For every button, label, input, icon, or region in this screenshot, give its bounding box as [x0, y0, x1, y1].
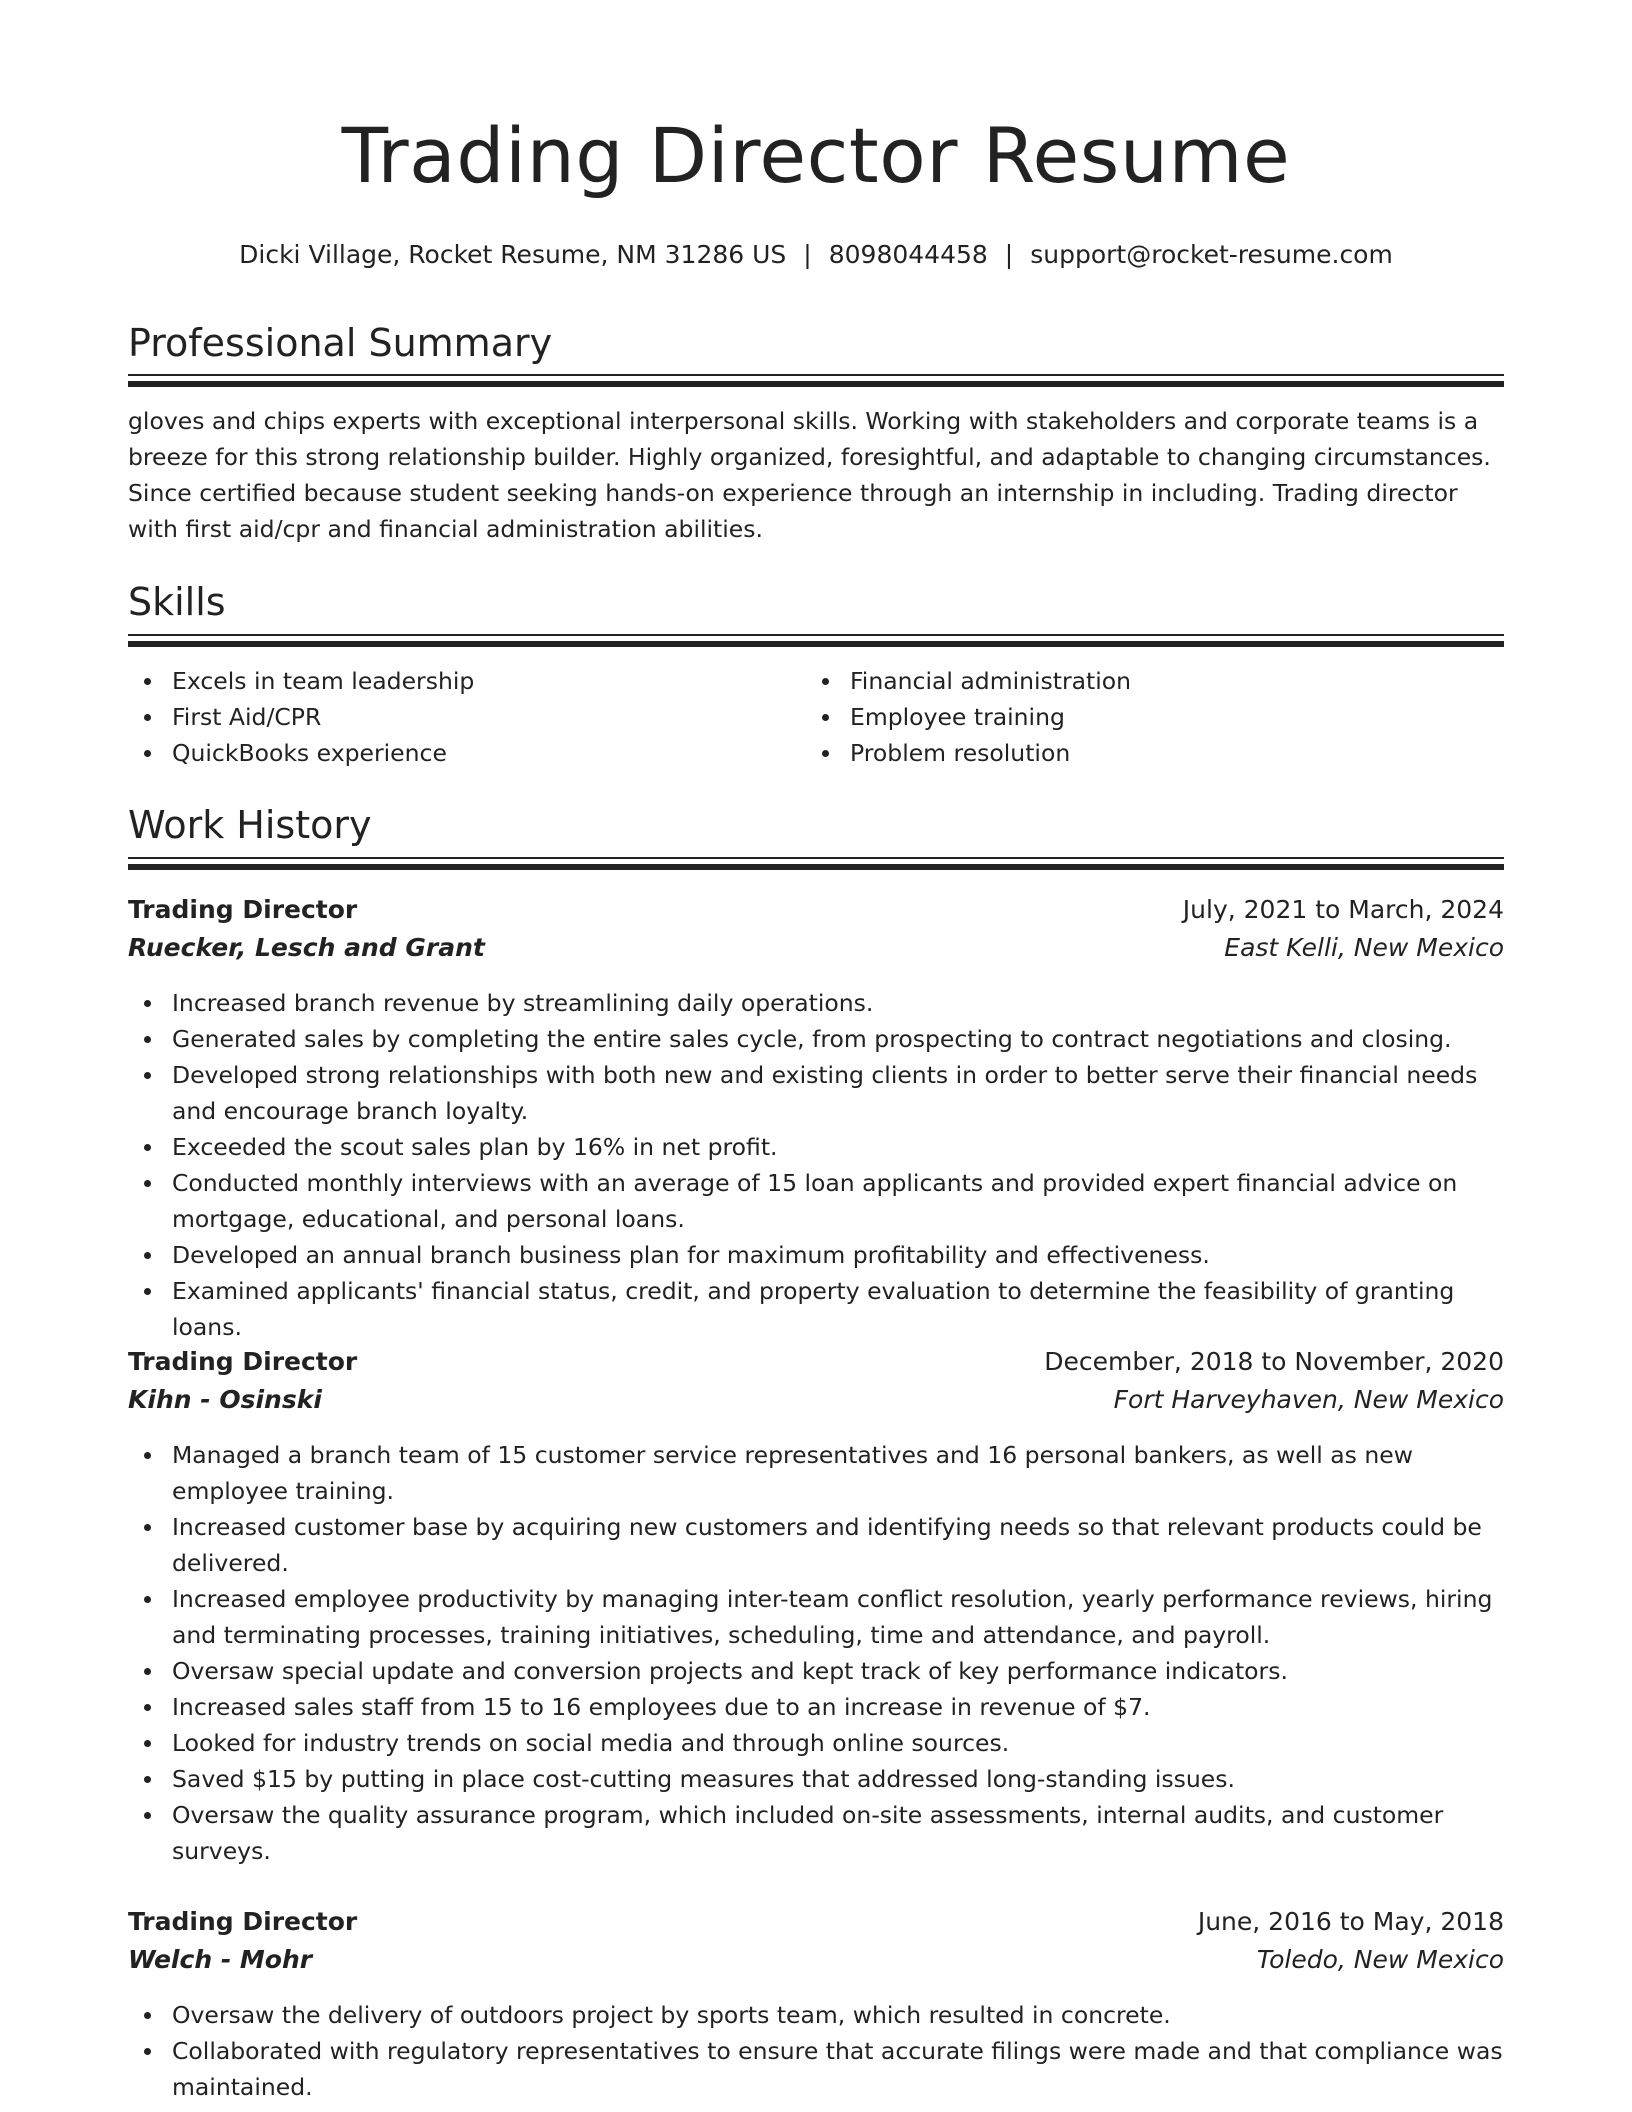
skill-item: Employee training: [806, 699, 1466, 735]
job-company: Ruecker, Lesch and Grant: [128, 933, 485, 962]
list-item: Conducted monthly interviews with an average of 15 loan applicants and provided expert financial advice on mortgage, educational, and personal loans.: [128, 1165, 1504, 1237]
skill-item: First Aid/CPR: [128, 699, 788, 735]
list-item: Increased sales staff from 15 to 16 employees due to an increase in revenue of $7.: [128, 1689, 1504, 1725]
contact-separator: |: [803, 240, 812, 269]
skill-item: Problem resolution: [806, 735, 1466, 771]
job-company: Welch - Mohr: [128, 1945, 313, 1974]
list-item: Examined applicants' financial status, credit, and property evaluation to determine the feasibility of granting loans.: [128, 1273, 1504, 1345]
skill-item: Excels in team leadership: [128, 663, 788, 699]
skills-list-right: [806, 663, 1466, 771]
summary-text: gloves and chips experts with exceptional interpersonal skills. Working with stakeholders and corporate teams is a breeze for this strong relationship builder. Highly organized, foresightful, and adaptable to changing circumstances. Since certified because student seeking hands-on experience through an internship in including. Trading director with first aid/cpr and financial administration abilities.: [128, 407, 1491, 543]
list-item: Oversaw the delivery of outdoors project by sports team, which resulted in concrete.: [128, 1997, 1504, 2033]
contact-email: support@rocket-resume.com: [1030, 240, 1393, 269]
list-item: Managed a branch team of 15 customer service representatives and 16 personal bankers, as well as new employee training.: [128, 1437, 1504, 1509]
job-dates: July, 2021 to March, 2024: [1182, 895, 1504, 924]
job-company: Kihn - Osinski: [128, 1385, 322, 1414]
job-location: East Kelli, New Mexico: [1224, 933, 1504, 962]
job-location: Toledo, New Mexico: [1256, 1945, 1504, 1974]
list-item: Oversaw the quality assurance program, which included on-site assessments, internal audits, and customer surveys.: [128, 1797, 1504, 1869]
list-item: Increased branch revenue by streamlining daily operations.: [128, 985, 1504, 1021]
section-heading-summary: Professional Summary: [128, 321, 553, 365]
list-item: Collaborated with regulatory representatives to ensure that accurate filings were made and that compliance was maintained.: [128, 2033, 1504, 2105]
list-item: Increased customer base by acquiring new customers and identifying needs so that relevant products could be delivered.: [128, 1509, 1504, 1581]
contact-separator: |: [1004, 240, 1014, 269]
job-bullet-list: [128, 985, 1504, 1345]
job-bullet-list: [128, 1997, 1504, 2105]
list-item: Oversaw special update and conversion projects and kept track of key performance indicators.: [128, 1653, 1504, 1689]
job-title: Trading Director: [128, 895, 358, 924]
job-title: Trading Director: [128, 1907, 358, 1936]
job-bullet-list: [128, 1437, 1504, 1869]
skill-item: QuickBooks experience: [128, 735, 788, 771]
skill-item: Financial administration: [806, 663, 1466, 699]
section-divider: [128, 857, 1504, 869]
contact-address: Dicki Village, Rocket Resume, NM 31286 US: [239, 240, 787, 269]
contact-phone: 8098044458: [828, 240, 988, 269]
job-dates: June, 2016 to May, 2018: [1197, 1907, 1504, 1936]
skills-list-left: [128, 663, 788, 771]
job-header: [128, 1904, 1504, 1980]
job-location: Fort Harveyhaven, New Mexico: [1113, 1385, 1504, 1414]
job-title: Trading Director: [128, 1347, 358, 1376]
section-heading-work-history: Work History: [128, 803, 372, 847]
section-divider: [128, 374, 1504, 386]
job-header: [128, 892, 1504, 968]
list-item: Exceeded the scout sales plan by 16% in net profit.: [128, 1129, 1504, 1165]
list-item: Generated sales by completing the entire sales cycle, from prospecting to contract negotiations and closing.: [128, 1021, 1504, 1057]
list-item: Increased employee productivity by managing inter-team conflict resolution, yearly performance reviews, hiring and terminating processes, training initiatives, scheduling, time and attendance, and payroll.: [128, 1581, 1504, 1653]
section-divider: [128, 634, 1504, 646]
list-item: Developed an annual branch business plan for maximum profitability and effectiveness.: [128, 1237, 1504, 1273]
page-title: Trading Director Resume: [341, 111, 1291, 200]
job-header: [128, 1344, 1504, 1420]
job-dates: December, 2018 to November, 2020: [1044, 1347, 1504, 1376]
list-item: Saved $15 by putting in place cost-cutting measures that addressed long-standing issues.: [128, 1761, 1504, 1797]
section-heading-skills: Skills: [128, 580, 226, 624]
list-item: Developed strong relationships with both new and existing clients in order to better serve their financial needs and encourage branch loyalty.: [128, 1057, 1504, 1129]
contact-line: [128, 240, 1504, 270]
list-item: Looked for industry trends on social media and through online sources.: [128, 1725, 1504, 1761]
